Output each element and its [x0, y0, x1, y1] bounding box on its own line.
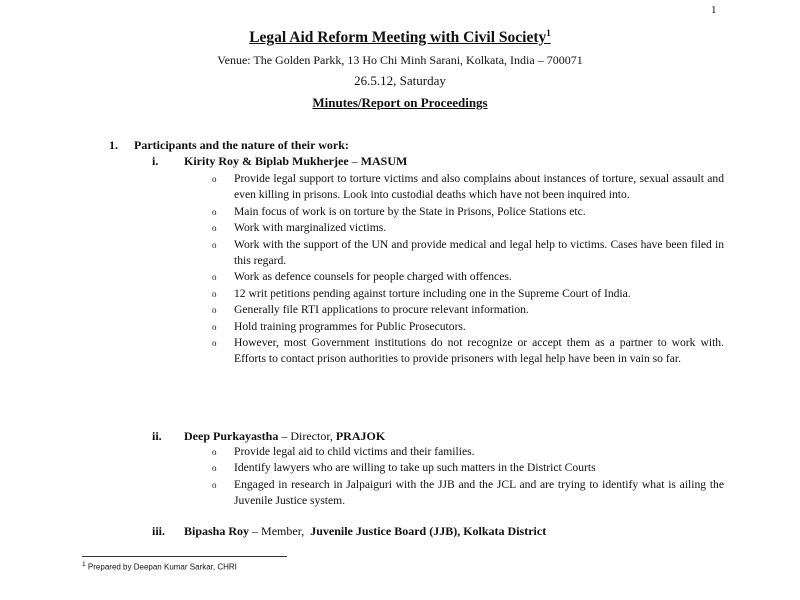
list-item [212, 302, 724, 318]
list-item [212, 204, 724, 220]
venue-line: Venue: The Golden Parkk, 13 Ho Chi Minh Sarani, Kolkata, India – 700071 [217, 53, 583, 67]
bullet-circle-icon: o [212, 321, 217, 332]
bullet-text: Work as defence counsels for people charged with offences. [234, 270, 512, 284]
participant-role-separator: – [278, 429, 291, 443]
list-item [212, 286, 724, 302]
bullet-text: Generally file RTI applications to procure relevant information. [234, 303, 529, 317]
document-subtitle: Minutes/Report on Proceedings [312, 95, 488, 110]
list-item [212, 335, 724, 368]
participant-numeral: i. [152, 154, 159, 168]
bullet-text: 12 writ petitions pending against torture including one in the Supreme Court of India. [234, 286, 631, 300]
list-item [212, 171, 724, 204]
bullet-text: Provide legal aid to child victims and their families. [234, 445, 475, 458]
bullet-text: Hold training programmes for Public Prosecutors. [234, 319, 466, 333]
page-number: 1 [711, 4, 717, 16]
footnote [82, 561, 237, 572]
bullet-circle-icon: o [212, 174, 217, 184]
title-text: Legal Aid Reform Meeting with Civil Society [249, 29, 547, 47]
bullet-text: Engaged in research in Jalpaiguri with the JJB and the JCL and are trying to identify what is ailing the Juvenile Justice system. [234, 477, 724, 508]
participant-role: Director, [290, 429, 336, 443]
list-item [212, 237, 724, 270]
participant-role-separator: – [348, 154, 361, 168]
list-item [212, 444, 724, 460]
section-heading-text: Participants and the nature of their work: [134, 138, 349, 152]
bullet-circle-icon: o [212, 338, 217, 349]
footnote-ref: 1 [82, 561, 86, 568]
bullet-circle-icon: o [212, 223, 217, 234]
bullet-circle-icon: o [212, 288, 217, 299]
participant-heading-2 [152, 429, 385, 444]
bullet-text: Provide legal support to torture victims and also complains about instances of torture, sexual assault and even killing in prisons. Look into custodial deaths which have not been inquired into. [234, 172, 724, 202]
bullet-circle-icon: o [212, 479, 217, 490]
participant-numeral: ii. [152, 429, 162, 443]
bullet-circle-icon: o [212, 463, 217, 474]
bullet-circle-icon: o [212, 239, 217, 250]
participant-numeral: iii. [152, 524, 166, 538]
participant-organization: MASUM [360, 154, 408, 168]
bullet-circle-icon: o [212, 206, 217, 217]
date-line: 26.5.12, Saturday [354, 73, 446, 88]
bullet-circle-icon: o [212, 447, 217, 457]
list-item [212, 319, 724, 335]
participant-name: Bipasha Roy [184, 524, 250, 538]
bullet-text: Work with marginalized victims. [234, 221, 387, 235]
bullet-text: Main focus of work is on torture by the State in Prisons, Police Stations etc. [234, 204, 586, 218]
list-item [212, 460, 724, 476]
bullet-circle-icon: o [212, 305, 217, 316]
bullet-text: However, most Government institutions do not recognize or accept them as a partner to work with. Efforts to contact prison authorities to provide prisoners with legal help have been in vain so far. [234, 336, 724, 366]
participant-organization: PRAJOK [335, 429, 386, 443]
section-heading [109, 138, 349, 153]
document-title [0, 28, 800, 47]
participant-1-bullet-list [212, 171, 724, 368]
list-item [212, 220, 724, 236]
participant-role: Member, [261, 524, 311, 538]
participant-role-separator: – [249, 524, 262, 538]
list-item [212, 477, 724, 510]
participant-organization: Juvenile Justice Board (JJB), Kolkata District [310, 524, 547, 538]
footnote-divider [82, 556, 287, 557]
participant-name: Kirity Roy & Biplab Mukherjee [184, 154, 349, 168]
list-item [212, 269, 724, 285]
participant-heading-1 [152, 154, 407, 169]
participant-name: Deep Purkayastha [184, 429, 279, 443]
section-number: 1. [109, 138, 118, 152]
bullet-text: Work with the support of the UN and provide medical and legal help to victims. Cases have been filed in this regard. [234, 237, 724, 268]
bullet-circle-icon: o [212, 272, 217, 283]
bullet-text: Identify lawyers who are willing to take up such matters in the District Courts [234, 461, 596, 475]
footnote-text: Prepared by Deepan Kumar Sarkar, CHRI [85, 562, 237, 572]
title-footnote-ref: 1 [546, 28, 551, 38]
participant-2-bullet-list [212, 444, 724, 510]
participant-heading-3 [152, 524, 546, 539]
